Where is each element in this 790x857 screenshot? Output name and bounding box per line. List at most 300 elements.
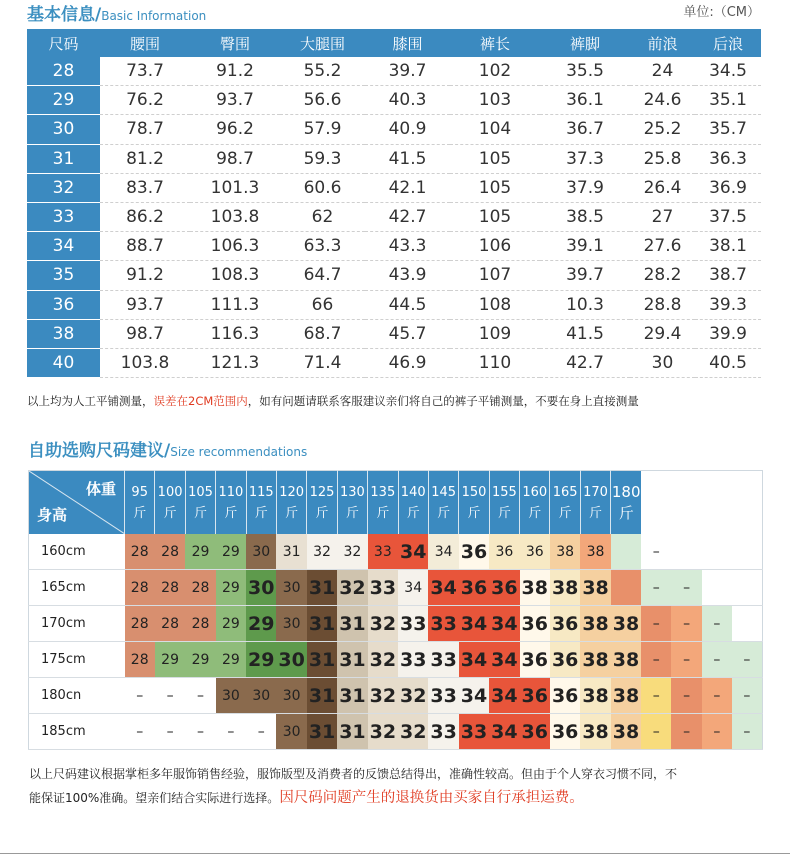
- measure-cell: 39.1: [540, 232, 630, 261]
- weight-header-blank: [702, 471, 732, 535]
- weight-header-cell: [185, 471, 215, 535]
- height-row: [29, 678, 763, 714]
- weight-value: 145: [431, 484, 457, 500]
- size-suggestion-cell: 34: [489, 714, 519, 750]
- measure-cell: 78.7: [100, 115, 190, 144]
- size-suggestion-cell: 34: [428, 534, 458, 570]
- size-suggestion-cell: 34: [489, 642, 519, 678]
- weight-unit: 斤: [618, 503, 634, 522]
- size-suggestion-cell: 30: [246, 678, 276, 714]
- weight-value: 165: [552, 484, 578, 500]
- size-suggestion-cell: 32: [337, 534, 367, 570]
- size-cell: 33: [27, 202, 100, 231]
- measure-cell: 98.7: [190, 144, 280, 173]
- size-cell: 29: [27, 86, 100, 115]
- size-suggestion-cell: –: [732, 642, 762, 678]
- size-suggestion-cell: 32: [368, 642, 398, 678]
- weight-unit: 斤: [437, 505, 451, 521]
- size-suggestion-cell: –: [641, 678, 671, 714]
- size-suggestion-cell: 34: [459, 606, 489, 642]
- size-suggestion-cell: –: [671, 642, 701, 678]
- weight-label: 体重: [85, 480, 116, 498]
- table-row: [27, 348, 761, 377]
- measure-cell: 102: [450, 57, 540, 86]
- table-row: [27, 173, 761, 202]
- measure-cell: 108.3: [190, 261, 280, 290]
- size-suggestion-cell: 30: [246, 570, 276, 606]
- basic-size-table: [27, 29, 761, 378]
- size-suggestion-cell: 29: [185, 642, 215, 678]
- size-suggestion-cell: –: [702, 606, 732, 642]
- size-suggestion-cell: 30: [276, 606, 306, 642]
- recommend-note-line2-text: 能保证100%准确。望亲们结合实际进行选择。: [29, 791, 280, 805]
- measure-cell: 24.6: [630, 86, 695, 115]
- weight-header-cell: [550, 471, 580, 535]
- weight-unit: 斤: [193, 505, 207, 521]
- measure-cell: 41.5: [365, 144, 450, 173]
- measure-cell: 110: [450, 348, 540, 377]
- measure-cell: 81.2: [100, 144, 190, 173]
- weight-unit: 斤: [589, 505, 603, 521]
- measure-cell: 57.9: [280, 115, 365, 144]
- measure-cell: 37.5: [695, 202, 761, 231]
- size-suggestion-cell: [671, 534, 701, 570]
- weight-unit: 斤: [497, 505, 511, 521]
- size-suggestion-cell: 33: [428, 606, 458, 642]
- weight-value: 150: [461, 484, 487, 500]
- measure-cell: 63.3: [280, 232, 365, 261]
- basic-info-title-cn: 基本信息/: [27, 5, 102, 25]
- size-suggestion-cell: [702, 534, 732, 570]
- size-suggestion-cell: 32: [398, 714, 428, 750]
- size-suggestion-cell: 36: [550, 642, 580, 678]
- size-suggestion-cell: 31: [337, 642, 367, 678]
- size-suggestion-cell: 38: [611, 642, 641, 678]
- weight-header-cell: [276, 471, 306, 535]
- size-suggestion-cell: 32: [368, 606, 398, 642]
- measure-cell: 88.7: [100, 232, 190, 261]
- measure-cell: 107: [450, 261, 540, 290]
- size-suggestion-cell: [611, 570, 641, 606]
- size-suggestion-cell: 32: [398, 678, 428, 714]
- size-suggestion-cell: –: [155, 714, 185, 750]
- weight-header-cell: [520, 471, 550, 535]
- size-suggestion-cell: 32: [337, 570, 367, 606]
- size-suggestion-cell: 28: [155, 534, 185, 570]
- size-suggestion-cell: 33: [368, 534, 398, 570]
- size-suggestion-cell: 38: [580, 570, 610, 606]
- size-suggestion-cell: 38: [520, 570, 550, 606]
- measure-cell: 27: [630, 202, 695, 231]
- weight-value: 130: [340, 484, 365, 500]
- size-suggestion-cell: 31: [337, 606, 367, 642]
- size-suggestion-cell: 29: [185, 534, 215, 570]
- measure-cell: 91.2: [100, 261, 190, 290]
- measure-note-error: 误差在2CM范围内: [153, 394, 248, 408]
- measure-cell: 86.2: [100, 202, 190, 231]
- size-suggestion-cell: –: [216, 714, 246, 750]
- bottom-divider: [0, 853, 790, 854]
- recommend-note: [29, 762, 769, 810]
- table-row: [27, 57, 761, 86]
- measure-cell: 62: [280, 202, 365, 231]
- size-cell: 35: [27, 261, 100, 290]
- size-suggestion-cell: 38: [611, 714, 641, 750]
- header-cell: 膝围: [365, 29, 450, 57]
- size-suggestion-cell: 30: [216, 678, 246, 714]
- recommend-note-line2: [29, 786, 769, 810]
- size-suggestion-cell: 36: [550, 606, 580, 642]
- size-suggestion-cell: –: [641, 534, 671, 570]
- size-recommendation-table: [28, 470, 763, 750]
- weight-unit: 斤: [467, 505, 481, 521]
- size-suggestion-cell: –: [702, 642, 732, 678]
- measure-cell: 104: [450, 115, 540, 144]
- measure-cell: 105: [450, 144, 540, 173]
- measure-cell: 83.7: [100, 173, 190, 202]
- size-suggestion-cell: –: [732, 678, 762, 714]
- size-suggestion-cell: 38: [580, 714, 610, 750]
- measure-cell: 96.2: [190, 115, 280, 144]
- measure-cell: 42.7: [365, 202, 450, 231]
- size-cell: 36: [27, 290, 100, 319]
- weight-value: 140: [400, 484, 426, 500]
- weight-unit: 斤: [558, 505, 572, 521]
- size-suggestion-cell: 28: [155, 606, 185, 642]
- measure-cell: 29.4: [630, 319, 695, 348]
- measure-note-text: 以上均为人工平铺测量，: [27, 394, 154, 408]
- height-label: 身高: [37, 506, 68, 524]
- header-cell: 腰围: [100, 29, 190, 57]
- table-row: [27, 261, 761, 290]
- size-suggestion-cell: 31: [307, 714, 337, 750]
- weight-value: 100: [157, 484, 183, 500]
- weight-header-cell: [368, 471, 398, 535]
- measure-cell: 40.5: [695, 348, 761, 377]
- measure-cell: 37.3: [540, 144, 630, 173]
- size-suggestion-cell: [732, 570, 762, 606]
- measure-cell: 26.4: [630, 173, 695, 202]
- size-suggestion-cell: –: [246, 714, 276, 750]
- table-row: [27, 290, 761, 319]
- height-cell: 180cn: [29, 678, 125, 714]
- size-cell: 31: [27, 144, 100, 173]
- height-cell: 175cm: [29, 642, 125, 678]
- basic-info-title-en: Basic Information: [101, 9, 207, 23]
- height-cell: 165cm: [29, 570, 125, 606]
- size-suggestion-cell: 33: [368, 570, 398, 606]
- measure-cell: 68.7: [280, 319, 365, 348]
- measure-cell: 66: [280, 290, 365, 319]
- header-cell: 尺码: [27, 29, 100, 57]
- size-suggestion-cell: 28: [125, 570, 155, 606]
- weight-value: 125: [309, 484, 335, 500]
- weight-header-cell: [611, 471, 641, 535]
- measure-cell: 101.3: [190, 173, 280, 202]
- measure-cell: 46.9: [365, 348, 450, 377]
- size-suggestion-cell: 30: [276, 678, 306, 714]
- size-suggestion-cell: 33: [428, 678, 458, 714]
- measure-cell: 116.3: [190, 319, 280, 348]
- size-suggestion-cell: 31: [307, 570, 337, 606]
- size-suggestion-cell: –: [125, 678, 155, 714]
- size-suggestion-cell: –: [185, 714, 215, 750]
- weight-header-blank: [641, 471, 671, 535]
- header-cell: 前浪: [630, 29, 695, 57]
- size-suggestion-cell: 34: [489, 606, 519, 642]
- measure-cell: 60.6: [280, 173, 365, 202]
- weight-value: 160: [522, 484, 548, 500]
- measure-cell: 38.7: [695, 261, 761, 290]
- measure-cell: 39.9: [695, 319, 761, 348]
- measure-cell: 40.9: [365, 115, 450, 144]
- recommend-note-warning: 因尺码问题产生的退换货由买家自行承担运费。: [279, 790, 584, 806]
- size-suggestion-cell: 33: [398, 606, 428, 642]
- table-row: [27, 86, 761, 115]
- weight-unit: 斤: [254, 505, 268, 521]
- measure-cell: 39.3: [695, 290, 761, 319]
- weight-header-cell: [216, 471, 246, 535]
- size-suggestion-cell: 38: [550, 570, 580, 606]
- size-suggestion-cell: 33: [428, 714, 458, 750]
- size-cell: 40: [27, 348, 100, 377]
- measure-cell: 106: [450, 232, 540, 261]
- weight-unit: 斤: [133, 505, 147, 521]
- size-suggestion-cell: 29: [216, 606, 246, 642]
- header-cell: 裤长: [450, 29, 540, 57]
- height-cell: 185cm: [29, 714, 125, 750]
- weight-unit: 斤: [528, 505, 542, 521]
- measure-cell: 93.7: [100, 290, 190, 319]
- size-suggestion-cell: 36: [550, 714, 580, 750]
- weight-unit: 斤: [376, 505, 390, 521]
- measure-cell: 41.5: [540, 319, 630, 348]
- size-suggestion-cell: [732, 606, 762, 642]
- measure-cell: 36.7: [540, 115, 630, 144]
- measure-cell: 25.2: [630, 115, 695, 144]
- size-suggestion-cell: 32: [368, 714, 398, 750]
- measure-cell: 103.8: [190, 202, 280, 231]
- size-suggestion-cell: –: [732, 714, 762, 750]
- weight-value: 170: [583, 484, 608, 500]
- header-cell: 裤脚: [540, 29, 630, 57]
- size-suggestion-cell: 33: [428, 642, 458, 678]
- size-suggestion-cell: 29: [246, 642, 276, 678]
- weight-header-cell: [489, 471, 519, 535]
- header-cell: 臀围: [190, 29, 280, 57]
- size-suggestion-cell: 28: [185, 570, 215, 606]
- size-suggestion-cell: 31: [337, 714, 367, 750]
- size-suggestion-cell: 31: [307, 642, 337, 678]
- size-suggestion-cell: 34: [489, 678, 519, 714]
- basic-table-header: [27, 29, 761, 57]
- measure-cell: 25.8: [630, 144, 695, 173]
- weight-header-cell: [398, 471, 428, 535]
- header-cell: 后浪: [695, 29, 761, 57]
- size-rec-title: [28, 436, 307, 461]
- size-suggestion-cell: 33: [459, 714, 489, 750]
- size-suggestion-cell: –: [641, 714, 671, 750]
- size-suggestion-cell: [702, 570, 732, 606]
- measure-cell: 108: [450, 290, 540, 319]
- size-suggestion-cell: 29: [246, 606, 276, 642]
- size-suggestion-cell: 36: [550, 678, 580, 714]
- measure-cell: 10.3: [540, 290, 630, 319]
- measure-cell: 38.5: [540, 202, 630, 231]
- measure-cell: 56.6: [280, 86, 365, 115]
- measure-cell: 103.8: [100, 348, 190, 377]
- height-cell: 160cm: [29, 534, 125, 570]
- measure-cell: 76.2: [100, 86, 190, 115]
- measure-cell: 37.9: [540, 173, 630, 202]
- weight-value: 105: [188, 484, 213, 500]
- size-suggestion-cell: 38: [580, 678, 610, 714]
- size-suggestion-cell: 34: [459, 642, 489, 678]
- measure-cell: 35.5: [540, 57, 630, 86]
- size-suggestion-cell: –: [641, 642, 671, 678]
- measure-note-text-2: ，如有问题请联系客服建议亲们将自己的裤子平铺测量，不要在身上直接测量: [247, 394, 639, 408]
- table-row: [27, 232, 761, 261]
- measure-cell: 111.3: [190, 290, 280, 319]
- measure-cell: 43.9: [365, 261, 450, 290]
- size-suggestion-cell: 34: [428, 570, 458, 606]
- measure-cell: 36.9: [695, 173, 761, 202]
- unit-label: 单位:（CM）: [683, 5, 760, 20]
- size-suggestion-cell: –: [671, 678, 701, 714]
- measure-cell: 55.2: [280, 57, 365, 86]
- size-suggestion-cell: 33: [398, 642, 428, 678]
- measure-cell: 105: [450, 173, 540, 202]
- weight-unit: 斤: [315, 505, 329, 521]
- weight-value: 115: [248, 484, 274, 500]
- weight-header-cell: [155, 471, 185, 535]
- measure-cell: 105: [450, 202, 540, 231]
- size-suggestion-cell: –: [185, 678, 215, 714]
- height-row: [29, 642, 763, 678]
- size-suggestion-cell: 30: [276, 570, 306, 606]
- height-row: [29, 606, 763, 642]
- size-cell: 34: [27, 232, 100, 261]
- size-rec-body: [29, 471, 763, 750]
- size-suggestion-cell: 36: [489, 534, 519, 570]
- size-suggestion-cell: 28: [125, 606, 155, 642]
- size-suggestion-cell: 36: [520, 606, 550, 642]
- measure-cell: 36.3: [695, 144, 761, 173]
- size-suggestion-cell: 36: [520, 534, 550, 570]
- table-row: [27, 202, 761, 231]
- size-suggestion-cell: 34: [398, 534, 428, 570]
- measure-cell: 28.8: [630, 290, 695, 319]
- measure-cell: 35.1: [695, 86, 761, 115]
- size-suggestion-cell: –: [702, 678, 732, 714]
- size-suggestion-cell: 30: [276, 642, 306, 678]
- size-rec-title-cn: 自助选购尺码建议/: [28, 441, 171, 461]
- measure-cell: 59.3: [280, 144, 365, 173]
- weight-unit: 斤: [224, 505, 238, 521]
- size-suggestion-cell: 34: [459, 678, 489, 714]
- size-suggestion-cell: –: [125, 714, 155, 750]
- size-suggestion-cell: 36: [459, 534, 489, 570]
- size-suggestion-cell: 28: [125, 534, 155, 570]
- weight-value: 180: [611, 482, 641, 501]
- table-row: [27, 144, 761, 173]
- size-rec-title-en: Size recommendations: [170, 445, 308, 459]
- measure-note: [27, 393, 639, 409]
- size-suggestion-cell: 36: [459, 570, 489, 606]
- weight-header-cell: [307, 471, 337, 535]
- height-cell: 170cm: [29, 606, 125, 642]
- measure-cell: 27.6: [630, 232, 695, 261]
- size-suggestion-cell: –: [671, 570, 701, 606]
- measure-cell: 121.3: [190, 348, 280, 377]
- size-suggestion-cell: 29: [216, 570, 246, 606]
- weight-header-cell: [428, 471, 458, 535]
- weight-header-row: [29, 471, 763, 535]
- measure-cell: 30: [630, 348, 695, 377]
- weight-unit: 斤: [285, 505, 299, 521]
- size-suggestion-cell: 36: [520, 678, 550, 714]
- size-suggestion-cell: 28: [155, 570, 185, 606]
- size-suggestion-cell: –: [641, 606, 671, 642]
- measure-cell: 43.3: [365, 232, 450, 261]
- size-suggestion-cell: 30: [276, 714, 306, 750]
- size-suggestion-cell: 32: [307, 534, 337, 570]
- size-suggestion-cell: 28: [125, 642, 155, 678]
- measure-cell: 109: [450, 319, 540, 348]
- size-suggestion-cell: 38: [580, 642, 610, 678]
- weight-value: 95: [131, 484, 148, 500]
- size-suggestion-cell: 29: [155, 642, 185, 678]
- measure-cell: 35.7: [695, 115, 761, 144]
- basic-info-title: [27, 0, 206, 25]
- measure-cell: 45.7: [365, 319, 450, 348]
- weight-height-corner: [29, 471, 125, 535]
- recommend-note-line1: 以上尺码建议根据掌柜多年服饰销售经验，服饰版型及消费者的反馈总结得出，准确性较高。但由于个人穿衣习惯不同，不: [29, 767, 678, 781]
- measure-cell: 106.3: [190, 232, 280, 261]
- size-suggestion-cell: 30: [246, 534, 276, 570]
- size-suggestion-cell: –: [671, 606, 701, 642]
- measure-cell: 42.7: [540, 348, 630, 377]
- measure-cell: 71.4: [280, 348, 365, 377]
- size-suggestion-cell: 31: [307, 606, 337, 642]
- size-suggestion-cell: [732, 534, 762, 570]
- basic-table-body: [27, 57, 761, 378]
- weight-unit: 斤: [163, 505, 177, 521]
- size-suggestion-cell: 29: [216, 534, 246, 570]
- size-cell: 32: [27, 173, 100, 202]
- size-suggestion-cell: 38: [580, 534, 610, 570]
- measure-cell: 40.3: [365, 86, 450, 115]
- weight-header-cell: [459, 471, 489, 535]
- weight-header-cell: [246, 471, 276, 535]
- size-suggestion-cell: 29: [216, 642, 246, 678]
- size-suggestion-cell: [611, 534, 641, 570]
- size-suggestion-cell: 36: [489, 570, 519, 606]
- weight-header-cell: [580, 471, 610, 535]
- measure-cell: 73.7: [100, 57, 190, 86]
- height-row: [29, 570, 763, 606]
- measure-cell: 39.7: [540, 261, 630, 290]
- size-suggestion-cell: –: [671, 714, 701, 750]
- size-cell: 30: [27, 115, 100, 144]
- weight-header-cell: [125, 471, 155, 535]
- weight-header-blank: [671, 471, 701, 535]
- weight-value: 120: [279, 484, 305, 500]
- size-suggestion-cell: 38: [611, 678, 641, 714]
- measure-cell: 64.7: [280, 261, 365, 290]
- header-cell: 大腿围: [280, 29, 365, 57]
- size-suggestion-cell: 32: [368, 678, 398, 714]
